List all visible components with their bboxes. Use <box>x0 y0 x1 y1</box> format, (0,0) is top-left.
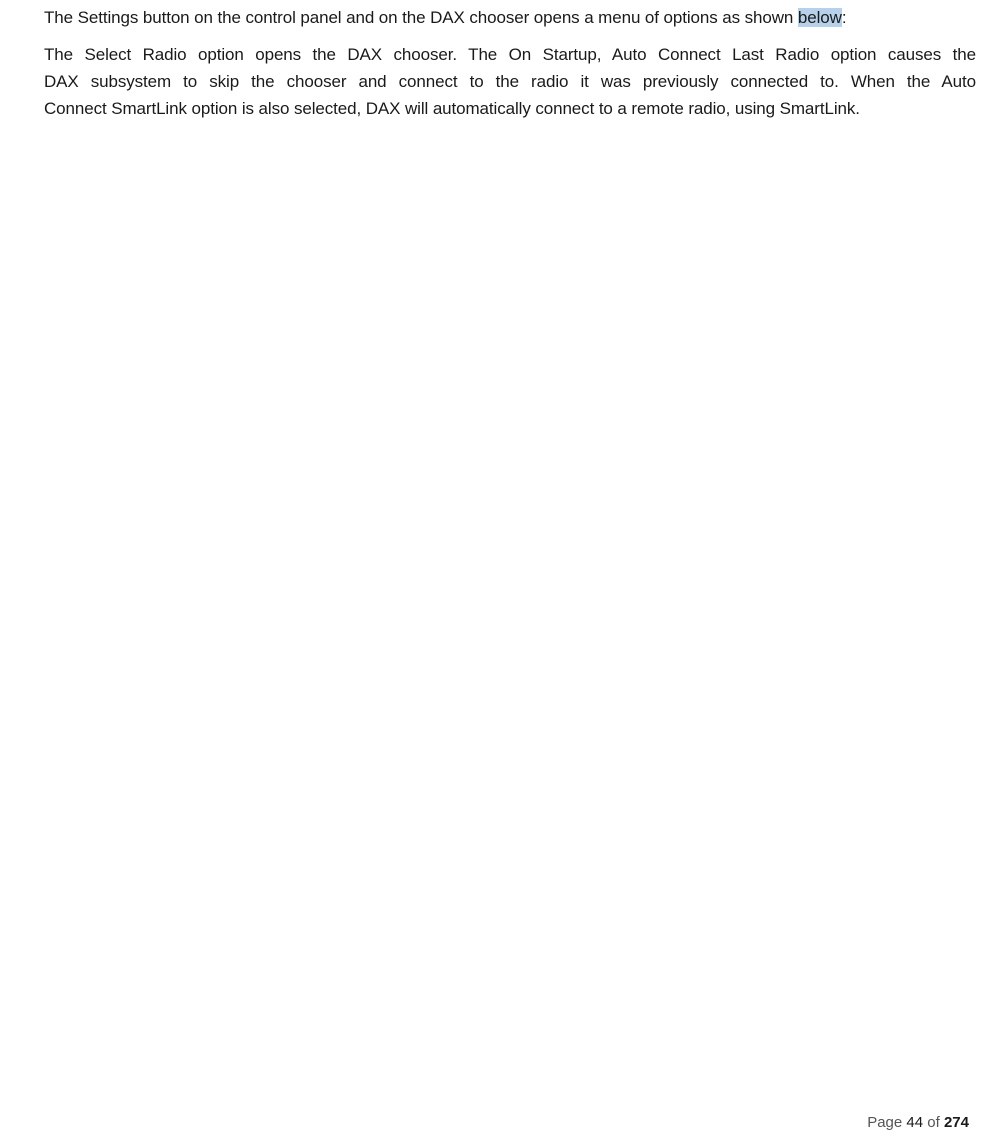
page-of-label: of <box>927 1114 940 1131</box>
paragraph-line: DAX subsystem to skip the chooser and connect to the radio it was previously connected to. When the Auto <box>44 72 976 91</box>
paragraph-line: The Select Radio option opens the DAX chooser. The On Startup, Auto Connect Last Radio option causes the <box>44 45 976 64</box>
paragraph-line: Connect SmartLink option is also selected, DAX will automatically connect to a remote radio, using SmartLink. <box>44 99 860 118</box>
page-footer <box>867 1113 969 1133</box>
highlighted-word[interactable]: below <box>797 8 842 27</box>
paragraph-settings-intro <box>44 4 976 31</box>
page-label: Page <box>867 1114 903 1131</box>
page-total: 274 <box>943 1114 969 1131</box>
paragraph-select-radio <box>44 41 976 122</box>
paragraph-text-before: The Settings button on the control panel and on the DAX chooser opens a menu of options as shown <box>44 8 798 27</box>
page-number: 44 <box>906 1114 924 1131</box>
paragraph-text-after: : <box>841 8 847 27</box>
